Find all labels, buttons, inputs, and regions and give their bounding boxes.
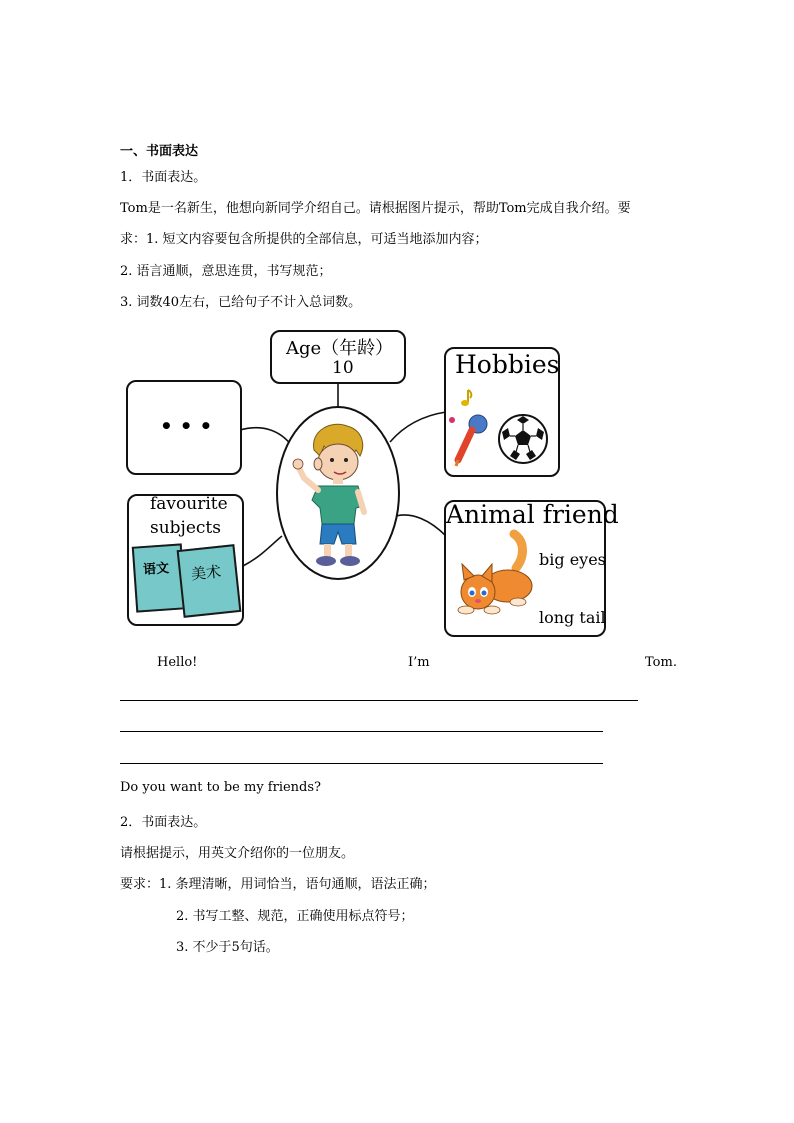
answer-start-hello: Hello! — [157, 655, 198, 670]
question-1-number: 1．书面表达。 — [120, 170, 207, 185]
subjects-title-line-1: favourite — [150, 494, 228, 514]
answer-line-2[interactable] — [120, 731, 603, 732]
animal-feature-2: long tail — [539, 608, 606, 627]
book-1-label: 语文 — [142, 561, 170, 578]
question-2-intro: 请根据提示，用英文介绍你的一位朋友。 — [120, 846, 355, 861]
section-title: 一、书面表达 — [120, 144, 199, 159]
subjects-title-line-2: subjects — [150, 518, 221, 538]
animal-title: Animal friend — [446, 500, 619, 529]
answer-start-tom: Tom. — [645, 655, 677, 670]
microphone-icon — [452, 414, 488, 468]
question-2-requirement-1: 要求：1. 条理清晰，用词恰当，语句通顺，语法正确； — [120, 877, 436, 892]
question-1-intro: Tom是一名新生，他想向新同学介绍自己。请根据图片提示，帮助Tom完成自我介绍。要 — [120, 201, 631, 216]
question-1-requirement-1: 求：1. 短文内容要包含所提供的全部信息，可适当地添加内容； — [120, 232, 488, 247]
question-1-requirement-3: 3. 词数40左右，已给句子不计入总词数。 — [120, 295, 362, 310]
more-label: • • • — [160, 414, 213, 438]
question-2-requirement-2: 2. 书写工整、规范，正确使用标点符号； — [176, 909, 414, 924]
question-1-requirement-2: 2. 语言通顺，意思连贯，书写规范； — [120, 264, 332, 279]
question-2-requirement-3: 3. 不少于5句话。 — [176, 940, 279, 955]
question-2-number: 2．书面表达。 — [120, 815, 207, 830]
music-note-icon — [460, 388, 474, 408]
answer-line[interactable] — [120, 700, 638, 701]
book-2-label: 美术 — [190, 562, 222, 584]
answer-start-im: I’m — [408, 655, 430, 670]
age-value: 10 — [332, 358, 354, 378]
soccer-ball-icon — [496, 412, 550, 466]
hobbies-title: Hobbies — [455, 350, 560, 379]
answer-end-sentence: Do you want to be my friends? — [120, 780, 322, 795]
cat-figure — [452, 528, 542, 618]
animal-feature-1: big eyes — [539, 550, 606, 569]
age-label: Age（年龄） — [286, 338, 394, 359]
answer-line-3[interactable] — [120, 763, 603, 764]
boy-figure — [292, 420, 382, 570]
